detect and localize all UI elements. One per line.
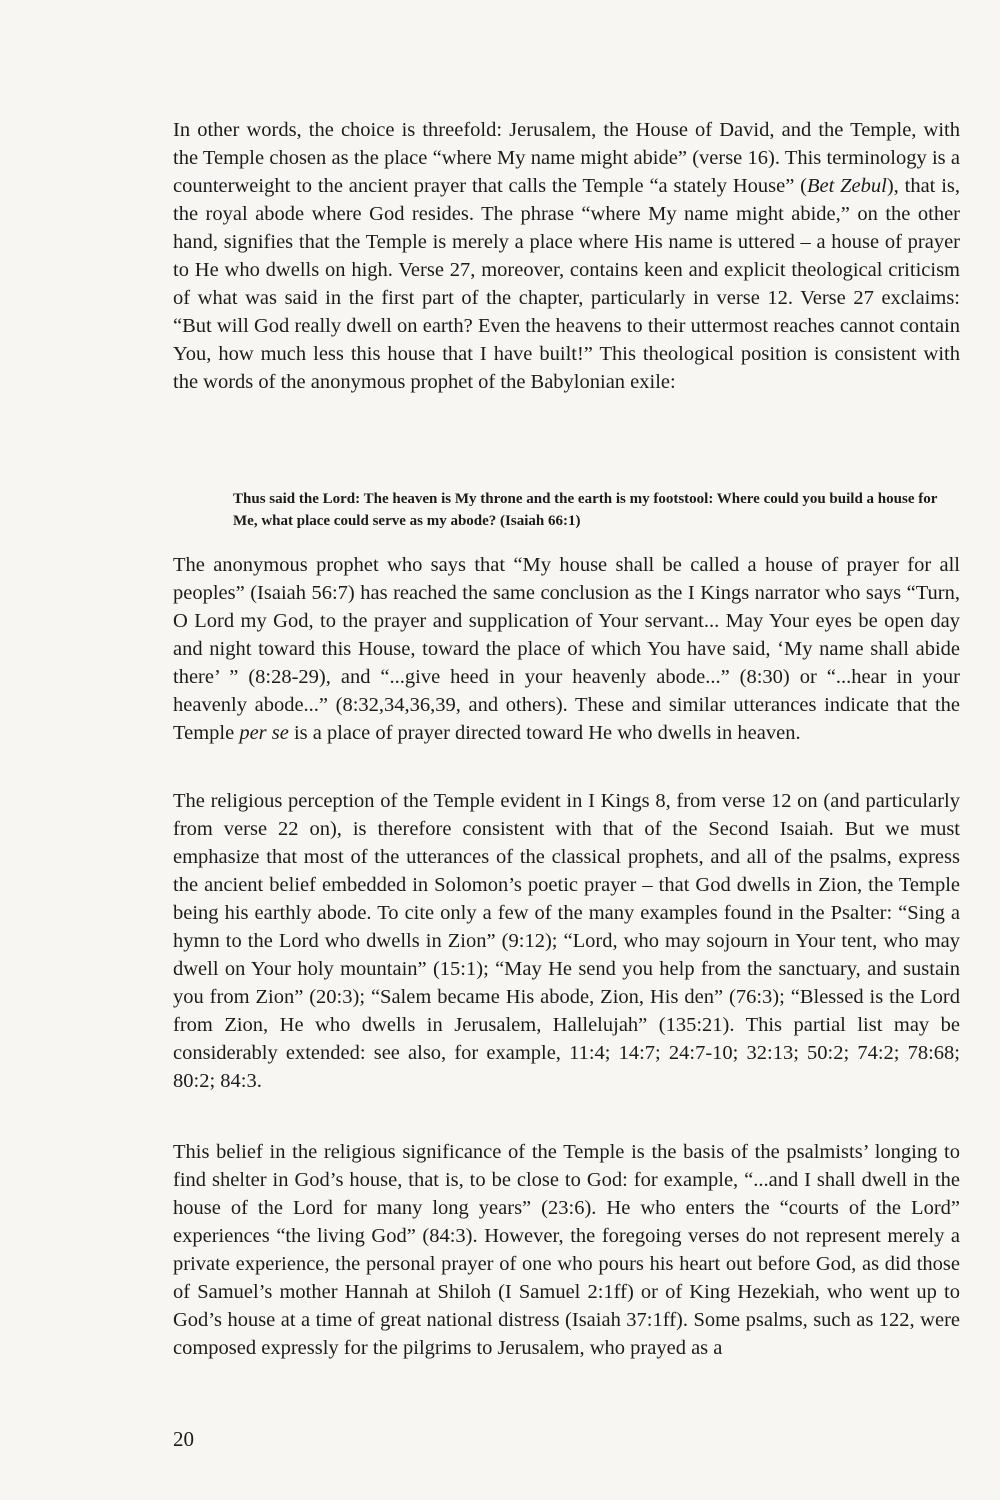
paragraph-text: The anonymous prophet who says that “My house shall be called a house of prayer for all peoples” (Isaiah 56:7) has reached the same conclusion as the I Kings narrator who says “Turn, O Lord my God, to the prayer and supplication of Your servant... May Your eyes be open day and night toward this House, toward the place of which You have said, ‘My name shall abide there’ ” (8:28-29), and “...give heed in your heavenly abode...” (8:30) or “...hear in your heavenly abode...” (8:32,34,36,39, and others). These and similar utterances indicate that the Temple bbox=[173, 554, 960, 744]
paragraph-religious-perception: The religious perception of the Temple evident in I Kings 8, from verse 12 on (and particularly from verse 22 on), is therefore consistent with that of the Second Isaiah. But we must emphasize that most of the utterances of the classical prophets, and all of the psalms, express the ancient belief embedded in Solomon’s poetic prayer – that God dwells in Zion, the Temple being his earthly abode. To cite only a few of the many examples found in the Psalter: “Sing a hymn to the Lord who dwells in Zion” (9:12); “Lord, who may sojourn in Your tent, who may dwell on Your holy mountain” (15:1); “May He send you help from the sanctuary, and sustain you from Zion” (20:3); “Salem became His abode, Zion, His den” (76:3); “Blessed is the Lord from Zion, He who dwells in Jerusalem, Hallelujah” (135:21). This partial list may be considerably extended: see also, for example, 11:4; 14:7; 24:7-10; 32:13; 50:2; 74:2; 78:68; 80:2; 84:3. bbox=[173, 790, 960, 1092]
italic-term-per-se: per se bbox=[239, 722, 289, 744]
paragraph-text: In other words, the choice is threefold: Jerusalem, the House of David, and the Temple, with the Temple chosen as the place “where My name might abide” (verse 16). This terminology is a counterweight to the ancient prayer that calls the Temple “a stately House” ( bbox=[173, 119, 960, 197]
italic-term-bet-zebul: Bet Zebul bbox=[806, 175, 887, 197]
page-number: 20 bbox=[173, 1427, 194, 1451]
paragraph-threefold-choice bbox=[173, 116, 960, 396]
paragraph-anonymous-prophet bbox=[173, 551, 960, 747]
paragraph-psalmists-longing: This belief in the religious significance of the Temple is the basis of the psalmists’ longing to find shelter in God’s house, that is, to be close to God: for example, “...and I shall dwell in the house of the Lord for many long years” (23:6). He who enters the “courts of the Lord” experiences “the living God” (84:3). However, the foregoing verses do not represent merely a private experience, the personal prayer of one who pours his heart out before God, as did those of Samuel’s mother Hannah at Shiloh (I Samuel 2:1ff) or of King Hezekiah, who went up to God’s house at a time of great national distress (Isaiah 37:1ff). Some psalms, such as 122, were composed expressly for the pilgrims to Jerusalem, who prayed as a bbox=[173, 1141, 960, 1359]
paragraph-text: ), that is, the royal abode where God resides. The phrase “where My name might abide,” on the other hand, signifies that the Temple is merely a place where His name is uttered – a house of prayer to He who dwells on high. Verse 27, moreover, contains keen and explicit theological criticism of what was said in the first part of the chapter, particularly in verse 12. Verse 27 exclaims: “But will God really dwell on earth? Even the heavens to their uttermost reaches cannot contain You, how much less this house that I have built!” This theological position is consistent with the words of the anonymous prophet of the Babylonian exile: bbox=[173, 175, 961, 393]
block-quote-isaiah: Thus said the Lord: The heaven is My throne and the earth is my footstool: Where could you build a house for Me, what place could serve as my abode? (Isaiah 66:1) bbox=[233, 491, 938, 529]
paragraph-text: is a place of prayer directed toward He who dwells in heaven. bbox=[288, 722, 801, 744]
